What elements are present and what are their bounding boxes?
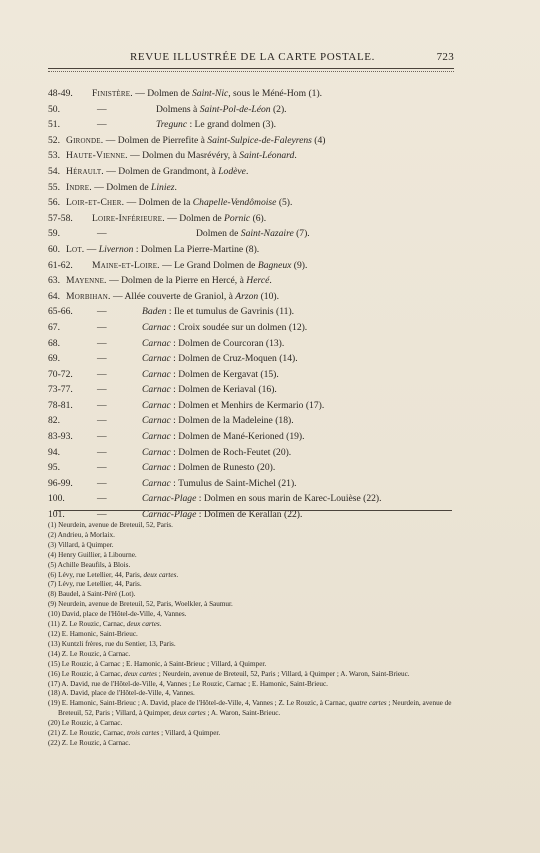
ditto-dash: — xyxy=(97,353,107,365)
department-name: Morbihan. xyxy=(66,290,111,302)
italic-text: Saint-Sulpice-de-Faleyrens xyxy=(207,134,312,146)
footnote xyxy=(48,729,454,739)
text-run: (17) A. David, rue de l'Hôtel-de-Ville, 4, Vannes ; Le Rouzic, Carnac ; E. Hamonic, Saint-Brieuc. xyxy=(48,679,328,688)
text-run: (7) Lévy, rue Letellier, 44, Paris. xyxy=(48,580,142,589)
footnote xyxy=(48,689,454,699)
entry-number: 94. xyxy=(48,446,60,458)
text-run: (1) Neurdein, avenue de Breteuil, 52, Paris. xyxy=(48,521,173,529)
entry-text xyxy=(142,476,297,492)
text-run: : Dolmen La Pierre-Martine (8). xyxy=(133,243,260,255)
italic-text: deux cartes xyxy=(172,709,206,718)
text-run: : Dolmen de Courcoran (13). xyxy=(170,337,285,349)
text-run: . xyxy=(245,165,249,177)
entry-text xyxy=(92,258,307,274)
text-run: ; Villard, à Quimper. xyxy=(159,729,221,738)
text-run: Dolmens à xyxy=(156,103,200,115)
list-item xyxy=(48,133,468,149)
department-name: Loir-et-Cher. xyxy=(66,197,125,209)
italic-text: Carnac xyxy=(142,321,171,333)
entry-text xyxy=(156,117,276,133)
list-item xyxy=(48,304,468,320)
italic-text: Carnac xyxy=(142,337,171,349)
entry-number: 73-77. xyxy=(48,384,73,396)
entry-text xyxy=(142,398,324,414)
entry-text xyxy=(66,273,272,289)
entry-number: 78-81. xyxy=(48,399,73,411)
entry-number: 59. xyxy=(48,228,60,240)
text-run: : Dolmen de Mané-Kerioned (19). xyxy=(170,431,305,443)
text-run: (13) Kuntzli frères, rue du Sentier, 13, Paris. xyxy=(48,639,176,648)
entry-text xyxy=(142,351,298,367)
list-item xyxy=(48,491,468,507)
text-run: . xyxy=(174,181,177,193)
text-run: — Allée couverte de Graniol, à xyxy=(110,290,236,302)
entry-number: 68. xyxy=(48,337,60,349)
entry-text xyxy=(92,211,266,227)
text-run: — Dolmen de la Pierre en Hercé, à xyxy=(106,275,247,287)
text-run: (19) E. Hamonic, Saint-Brieuc ; A. David, place de l'Hôtel-de-Ville, 4, Vannes ; Z. Le Rouzic, à Carnac, xyxy=(48,699,349,708)
text-run: . xyxy=(159,620,162,629)
text-run: : Dolmen et Menhirs de Kermario (17). xyxy=(170,399,325,411)
department-name: Maine-et-Loire. xyxy=(92,259,160,271)
text-run: (5) Achille Beaufils, à Blois. xyxy=(48,560,131,569)
entry-number: 48-49. xyxy=(48,88,73,99)
italic-text: Carnac-Plage xyxy=(142,493,197,505)
entry-number: 69. xyxy=(48,353,60,365)
footnote xyxy=(48,739,454,749)
entry-number: 100. xyxy=(48,493,65,505)
italic-text: Livernon xyxy=(98,243,134,255)
text-run: : Dolmen de Runesto (20). xyxy=(170,462,276,474)
text-run: : Le grand dolmen (3). xyxy=(187,119,277,131)
ditto-dash: — xyxy=(97,446,107,458)
italic-text: Carnac xyxy=(142,446,171,458)
text-run: (10). xyxy=(258,290,279,302)
text-run: — Dolmen de xyxy=(132,88,192,99)
page-number: 723 xyxy=(436,51,454,63)
text-run: (11) Z. Le Rouzic, Carnac, xyxy=(48,620,127,629)
ditto-dash: — xyxy=(97,477,107,489)
footnote xyxy=(48,600,454,610)
text-run: (22) Z. Le Rouzic, à Carnac. xyxy=(48,738,131,747)
entry-text xyxy=(142,491,382,507)
text-run: : Dolmen en sous marin de Karec-Louièse (22). xyxy=(196,493,382,505)
italic-text: Bagneux xyxy=(257,259,292,271)
italic-text: Carnac xyxy=(142,368,171,380)
list-item xyxy=(48,445,468,461)
text-run: Dolmen de xyxy=(196,228,241,240)
ditto-dash: — xyxy=(97,103,107,115)
list-item xyxy=(48,320,468,336)
italic-text: Tregunc xyxy=(156,119,188,131)
entry-text xyxy=(142,367,279,383)
text-run: ; A. Waron, Saint-Brieuc. xyxy=(205,709,281,718)
list-item xyxy=(48,429,468,445)
text-run: . xyxy=(269,275,272,287)
footnote xyxy=(48,531,454,541)
text-run: . xyxy=(176,570,179,579)
footnote xyxy=(48,640,454,650)
text-run: : Dolmen de Kerallan (22). xyxy=(196,509,303,521)
entry-text xyxy=(66,164,248,180)
entry-number: 51. xyxy=(48,119,60,131)
department-name: Indre. xyxy=(66,181,92,193)
entry-text xyxy=(66,195,292,211)
list-item xyxy=(48,117,468,133)
italic-text: Liniez xyxy=(151,181,175,193)
entry-number: 56. xyxy=(48,197,60,209)
department-name: Lot. xyxy=(66,243,85,255)
entry-text xyxy=(142,413,294,429)
entry-number: 82. xyxy=(48,415,60,427)
ditto-dash: — xyxy=(97,493,107,505)
italic-text: Carnac xyxy=(142,462,171,474)
entry-number: 70-72. xyxy=(48,368,73,380)
list-item xyxy=(48,164,468,180)
text-run: — Dolmen de Pierrefite à xyxy=(103,134,208,146)
footnote xyxy=(48,541,454,551)
entry-text xyxy=(66,180,177,196)
entry-text xyxy=(142,445,291,461)
italic-text: Carnac xyxy=(142,415,171,427)
list-item xyxy=(48,336,468,352)
text-run: (21) Z. Le Rouzic, Carnac, xyxy=(48,729,128,738)
footnote xyxy=(48,590,454,600)
text-run: (16) Le Rouzic, à Carnac, xyxy=(48,669,125,678)
text-run: — Dolmen de xyxy=(91,181,152,193)
ditto-dash: — xyxy=(97,337,107,349)
text-run: . xyxy=(294,150,297,162)
list-item xyxy=(48,258,468,274)
entry-number: 54. xyxy=(48,165,60,177)
ditto-dash: — xyxy=(97,399,107,411)
list-item xyxy=(48,289,468,305)
footnote xyxy=(48,580,454,590)
italic-text: Arzon xyxy=(235,290,259,302)
text-run: (14) Z. Le Rouzic, à Carnac. xyxy=(48,649,131,658)
ditto-dash: — xyxy=(97,431,107,443)
footnotes xyxy=(48,521,454,749)
entry-number: 67. xyxy=(48,321,60,333)
text-run: (20) Le Rouzic, à Carnac. xyxy=(48,719,123,728)
department-name: Loire-Inférieure. xyxy=(92,212,165,224)
italic-text: deux cartes xyxy=(126,620,160,629)
entry-text xyxy=(66,242,259,258)
entry-text xyxy=(196,226,310,242)
entry-number: 61-62. xyxy=(48,259,73,271)
text-run: : Dolmen de Roch-Feutet (20). xyxy=(170,446,292,458)
text-run: (7). xyxy=(293,228,310,240)
text-run: (9). xyxy=(291,259,308,271)
italic-text: Carnac xyxy=(142,431,171,443)
text-run: — xyxy=(84,243,99,255)
list-item xyxy=(48,351,468,367)
list-item xyxy=(48,180,468,196)
list-item xyxy=(48,476,468,492)
italic-text: Carnac-Plage xyxy=(142,509,197,521)
italic-text: Carnac xyxy=(142,353,171,365)
footnote xyxy=(48,620,454,630)
entry-text xyxy=(142,382,277,398)
list-item xyxy=(48,102,468,118)
list-item xyxy=(48,226,468,242)
footnote xyxy=(48,680,454,690)
text-run: (9) Neurdein, avenue de Breteuil, 52, Paris, Woelkler, à Saumur. xyxy=(48,600,233,609)
entry-text xyxy=(142,429,305,445)
text-run: (8) Baudel, à Saint-Péré (Lot). xyxy=(48,590,136,599)
department-name: Hérault. xyxy=(66,165,104,177)
journal-title: REVUE ILLUSTRÉE DE LA CARTE POSTALE. xyxy=(130,51,375,63)
italic-text: Saint-Pol-de-Léon xyxy=(199,103,271,115)
entry-number: 57-58. xyxy=(48,212,73,224)
ditto-dash: — xyxy=(97,384,107,396)
entry-number: 50. xyxy=(48,103,60,115)
list-item xyxy=(48,398,468,414)
entry-number: 65-66. xyxy=(48,306,73,318)
list-item xyxy=(48,242,468,258)
ditto-dash: — xyxy=(97,306,107,318)
italic-text: trois cartes xyxy=(127,729,160,738)
text-run: (2) Andrieu, à Morlaix. xyxy=(48,530,115,539)
footnote xyxy=(48,719,454,729)
text-run: : Ile et tumulus de Gavrinis (11). xyxy=(166,306,295,318)
text-run: — Dolmen de xyxy=(164,212,225,224)
italic-text: Chapelle-Vendômoise xyxy=(192,197,277,209)
text-run: : Dolmen de Keriaval (16). xyxy=(170,384,277,396)
text-run: — Dolmen de Grandmont, à xyxy=(103,165,219,177)
list-item xyxy=(48,86,468,102)
ditto-dash: — xyxy=(97,509,107,521)
department-name: Gironde. xyxy=(66,134,104,146)
list-item xyxy=(48,413,468,429)
list-item xyxy=(48,382,468,398)
italic-text: Hercé xyxy=(246,275,270,287)
text-run: (2). xyxy=(270,103,287,115)
text-run: (5). xyxy=(276,197,293,209)
text-run: (12) E. Hamonic, Saint-Brieuc. xyxy=(48,629,138,638)
header-rule xyxy=(48,68,454,69)
text-run: — Dolmen du Masrévéry, à xyxy=(127,150,240,162)
entry-number: 52. xyxy=(48,134,60,146)
header-rule-dotted xyxy=(48,71,454,72)
footnote xyxy=(48,551,454,561)
italic-text: Pornic xyxy=(224,212,251,224)
text-run: ; Neurdein, avenue de Breteuil, 52, Paris ; Villard, à Quimper, xyxy=(58,699,452,718)
entry-text xyxy=(156,102,287,118)
text-run: : Tumulus de Saint-Michel (21). xyxy=(170,477,297,489)
text-run: (10) David, place de l'Hôtel-de-Ville, 4, Vannes. xyxy=(48,610,187,619)
italic-text: Carnac xyxy=(142,384,171,396)
footnote xyxy=(48,521,454,531)
department-name: Finistère. xyxy=(92,88,133,99)
entry-number: 96-99. xyxy=(48,477,73,489)
footnote xyxy=(48,561,454,571)
text-run: (15) Le Rouzic, à Carnac ; E. Hamonic, à Saint-Brieuc ; Villard, à Quimper. xyxy=(48,659,267,668)
list-item xyxy=(48,273,468,289)
italic-text: deux cartes xyxy=(143,570,177,579)
italic-text: Baden xyxy=(142,306,167,318)
footnote xyxy=(48,571,454,581)
text-run: : Dolmen de la Madeleine (18). xyxy=(170,415,294,427)
footnote xyxy=(48,610,454,620)
entry-text xyxy=(142,336,284,352)
text-run: : Dolmen de Kergavat (15). xyxy=(170,368,279,380)
entry-text xyxy=(66,133,325,149)
text-run: ; Neurdein, avenue de Breteuil, 52, Paris ; Villard, à Quimper ; A. Waron, Saint-Brieuc. xyxy=(156,669,410,678)
entry-text xyxy=(142,320,307,336)
text-run: (6). xyxy=(250,212,267,224)
text-run: (6) Lévy, rue Letellier, 44, Paris, xyxy=(48,570,144,579)
footnote xyxy=(48,650,454,660)
ditto-dash: — xyxy=(97,119,107,131)
italic-text: Saint-Nazaire xyxy=(240,228,294,240)
list-item xyxy=(48,460,468,476)
entry-number: 60. xyxy=(48,243,60,255)
entry-number: 101. xyxy=(48,509,65,521)
list-item xyxy=(48,367,468,383)
italic-text: Carnac xyxy=(142,399,171,411)
text-run: — Le Grand Dolmen de xyxy=(159,259,258,271)
text-run: : Croix soudée sur un dolmen (12). xyxy=(170,321,308,333)
entry-text xyxy=(66,289,279,305)
ditto-dash: — xyxy=(97,368,107,380)
footnote xyxy=(48,670,454,680)
text-run: (4) xyxy=(311,134,326,146)
entry-number: 53. xyxy=(48,150,60,162)
ditto-dash: — xyxy=(97,321,107,333)
entry-text xyxy=(66,148,297,164)
text-run: : Dolmen de Cruz-Moquen (14). xyxy=(170,353,298,365)
ditto-dash: — xyxy=(97,415,107,427)
footnote xyxy=(48,660,454,670)
italic-text: quatre cartes xyxy=(348,699,387,708)
entry-number: 95. xyxy=(48,462,60,474)
italic-text: deux cartes xyxy=(124,669,157,678)
text-run: — Dolmen de la xyxy=(124,197,193,209)
italic-text: Saint-Léonard xyxy=(239,150,295,162)
entry-text xyxy=(142,304,294,320)
text-run: (3) Villard, à Quimper. xyxy=(48,540,114,549)
italic-text: Saint-Nic xyxy=(192,88,229,99)
text-run: (4) Henry Guillier, à Libourne. xyxy=(48,550,137,559)
list-item xyxy=(48,211,468,227)
italic-text: Carnac xyxy=(142,477,171,489)
entry-number: 63. xyxy=(48,275,60,287)
department-name: Mayenne. xyxy=(66,275,107,287)
text-run: , sous le Méné-Hom (1). xyxy=(228,88,323,99)
entry-number: 64. xyxy=(48,290,60,302)
entry-number: 83-93. xyxy=(48,431,73,443)
text-run: (18) A. David, place de l'Hôtel-de-Ville, 4, Vannes. xyxy=(48,689,195,698)
dolmen-list xyxy=(48,86,468,523)
list-item xyxy=(48,195,468,211)
footnote-separator xyxy=(54,510,452,511)
entry-text xyxy=(142,460,275,476)
ditto-dash: — xyxy=(97,462,107,474)
footnote xyxy=(48,699,454,719)
footnote xyxy=(48,630,454,640)
italic-text: Lodève xyxy=(218,165,246,177)
entry-text xyxy=(92,86,322,102)
ditto-dash: — xyxy=(97,228,107,240)
entry-number: 55. xyxy=(48,181,60,193)
department-name: Haute-Vienne. xyxy=(66,150,128,162)
list-item xyxy=(48,148,468,164)
